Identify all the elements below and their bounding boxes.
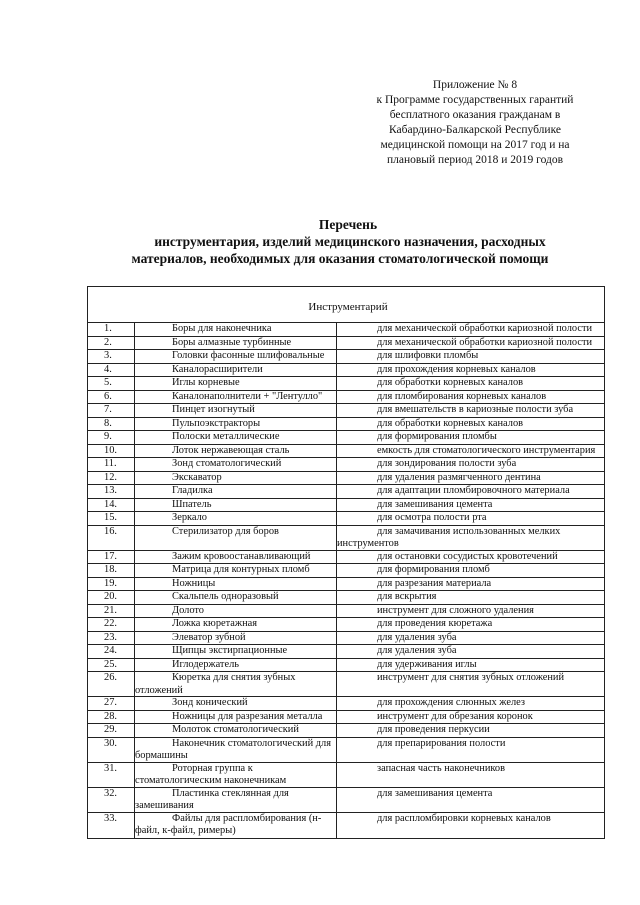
table-row <box>88 404 604 418</box>
table-row <box>88 672 604 697</box>
row-instrument-name-text: Зажим кровоостанавливающий <box>172 550 311 562</box>
row-number: 1. <box>88 323 135 336</box>
row-instrument-name-text: Лоток нержавеющая сталь <box>172 444 290 456</box>
row-number: 16. <box>88 526 135 550</box>
row-instrument-name-text: Зеркало <box>172 512 207 523</box>
row-purpose: для обработки корневых каналов <box>377 417 524 429</box>
appendix-line: медицинской помощи на 2017 год и на <box>380 139 570 151</box>
row-instrument-name <box>135 659 337 672</box>
row-instrument-name <box>135 485 337 498</box>
row-instrument-name <box>135 350 337 363</box>
row-purpose: для шлифовки пломбы <box>377 350 479 361</box>
table-row <box>88 659 604 673</box>
row-instrument-name-text: Иглы корневые <box>172 377 240 388</box>
row-number: 23. <box>88 632 135 645</box>
row-number: 18. <box>88 564 135 577</box>
table-row <box>88 591 604 605</box>
row-instrument-name-text: Полоски металлические <box>172 431 280 442</box>
row-instrument-name-text: Матрица для контурных пломб <box>172 564 310 575</box>
row-instrument-name-text: Гладилка <box>172 485 213 496</box>
row-instrument-name <box>135 645 337 658</box>
table-row <box>88 738 604 763</box>
row-purpose: для замачивания использованных мелких инструментов <box>337 525 561 549</box>
row-purpose: для формирования пломб <box>377 564 490 575</box>
row-number: 17. <box>88 551 135 564</box>
table-row <box>88 724 604 738</box>
row-number: 3. <box>88 350 135 363</box>
row-instrument-name: Пластинка стеклянная для замешивания <box>135 788 337 812</box>
row-purpose: для разрезания материала <box>377 577 492 589</box>
row-number: 26. <box>88 672 135 696</box>
row-instrument-name-text: Пульпоэкстракторы <box>172 417 261 429</box>
row-instrument-name <box>135 564 337 577</box>
table-row <box>88 632 604 646</box>
table-row <box>88 391 604 405</box>
row-instrument-name-text: Щипцы экстирпационные <box>172 645 288 656</box>
row-number: 29. <box>88 724 135 737</box>
table-row <box>88 564 604 578</box>
row-number: 7. <box>88 404 135 417</box>
table-row <box>88 364 604 378</box>
table-row <box>88 526 604 551</box>
table-section-header: Инструментарий <box>88 287 604 323</box>
row-instrument-name <box>135 499 337 512</box>
appendix-line: плановый период 2018 и 2019 годов <box>386 154 564 166</box>
row-instrument-name <box>135 458 337 471</box>
row-purpose: для осмотра полости рта <box>377 512 487 523</box>
table-row <box>88 578 604 592</box>
row-instrument-name <box>135 377 337 390</box>
table-row <box>88 605 604 619</box>
row-purpose: для распломбировки корневых каналов <box>377 812 551 824</box>
row-number: 20. <box>88 591 135 604</box>
row-number: 10. <box>88 445 135 458</box>
row-number: 25. <box>88 659 135 672</box>
row-number: 4. <box>88 364 135 377</box>
row-number: 28. <box>88 711 135 724</box>
row-number: 12. <box>88 472 135 485</box>
row-instrument-name-text: Стерилизатор для боров <box>172 525 279 537</box>
row-instrument-name <box>135 591 337 604</box>
row-instrument-name <box>135 578 337 591</box>
document-title <box>40 216 640 267</box>
table-row <box>88 458 604 472</box>
row-instrument-name <box>135 391 337 404</box>
row-purpose: для вмешательств в кариозные полости зуба <box>377 404 574 415</box>
row-purpose: инструмент для сложного удаления <box>377 604 534 616</box>
table-row <box>88 763 604 788</box>
row-purpose: для прохождения слюнных желез <box>377 697 525 708</box>
appendix-note <box>340 78 610 168</box>
table-row <box>88 512 604 526</box>
row-instrument-name <box>135 711 337 724</box>
row-number: 24. <box>88 645 135 658</box>
row-instrument-name <box>135 551 337 564</box>
row-number: 31. <box>88 763 135 787</box>
row-instrument-name <box>135 431 337 444</box>
table-row <box>88 645 604 659</box>
row-number: 13. <box>88 485 135 498</box>
row-instrument-name <box>135 404 337 417</box>
row-number: 15. <box>88 512 135 525</box>
row-number: 5. <box>88 377 135 390</box>
row-instrument-name-text: Ножницы для разрезания металла <box>172 710 323 722</box>
row-number: 8. <box>88 418 135 431</box>
row-instrument-name-text: Иглодержатель <box>172 658 240 670</box>
row-number: 6. <box>88 391 135 404</box>
row-instrument-name-text: Ножницы <box>172 577 216 589</box>
row-number: 14. <box>88 499 135 512</box>
row-instrument-name-text: Каналорасширители <box>172 363 263 375</box>
row-instrument-name-text: Головки фасонные шлифовальные <box>172 350 325 361</box>
row-instrument-name <box>135 512 337 525</box>
instruments-table <box>87 286 605 839</box>
table-row <box>88 551 604 565</box>
row-purpose: для прохождения корневых каналов <box>377 363 536 375</box>
row-purpose: для обработки корневых каналов <box>377 377 524 388</box>
appendix-line: к Программе государственных гарантий <box>376 94 574 106</box>
table-row <box>88 485 604 499</box>
table-row <box>88 813 604 838</box>
row-instrument-name-text: Ложка кюретажная <box>172 618 258 629</box>
table-row <box>88 711 604 725</box>
row-purpose: для удаления размягченного дентина <box>377 471 541 483</box>
row-purpose: инструмент для обрезания коронок <box>377 710 533 722</box>
row-purpose: для удерживания иглы <box>377 658 477 670</box>
row-instrument-name-text: Молоток стоматологический <box>172 724 299 735</box>
row-instrument-name <box>135 632 337 645</box>
row-purpose: для проведения кюретажа <box>377 618 493 629</box>
table-row <box>88 323 604 337</box>
row-instrument-name <box>135 605 337 618</box>
row-number: 30. <box>88 738 135 762</box>
row-instrument-name <box>135 472 337 485</box>
table-row <box>88 377 604 391</box>
row-purpose: для удаления зуба <box>377 631 457 643</box>
table-row <box>88 472 604 486</box>
table-row <box>88 431 604 445</box>
row-number: 22. <box>88 618 135 631</box>
row-instrument-name: Кюретка для снятия зубных отложений <box>135 672 337 696</box>
row-instrument-name: Файлы для распломбирования (н-файл, к-файл, римеры) <box>135 813 337 838</box>
row-purpose: для пломбирования корневых каналов <box>377 390 547 402</box>
row-purpose: для замешивания цемента <box>377 787 493 799</box>
row-instrument-name <box>135 724 337 737</box>
appendix-line: Приложение № 8 <box>432 79 518 91</box>
row-number: 11. <box>88 458 135 471</box>
row-number: 2. <box>88 337 135 350</box>
table-row <box>88 618 604 632</box>
row-instrument-name-text: Зонд конический <box>172 697 248 708</box>
row-purpose: для формирования пломбы <box>377 431 497 442</box>
row-instrument-name: Роторная группа к стоматологическим наконечникам <box>135 763 337 787</box>
row-instrument-name-text: Боры для наконечника <box>172 323 272 334</box>
row-purpose: для остановки сосудистых кровотечений <box>377 550 558 562</box>
row-instrument-name <box>135 697 337 710</box>
table-row <box>88 337 604 351</box>
row-instrument-name <box>135 526 337 550</box>
row-purpose: для препарирования полости <box>377 737 506 749</box>
row-number: 33. <box>88 813 135 838</box>
row-number: 27. <box>88 697 135 710</box>
row-purpose: для проведения перкусии <box>377 724 490 735</box>
row-purpose: для зондирования полости зуба <box>377 458 517 469</box>
table-row <box>88 445 604 459</box>
row-number: 32. <box>88 788 135 812</box>
row-instrument-name-text: Зонд стоматологический <box>172 458 282 469</box>
row-number: 9. <box>88 431 135 444</box>
row-purpose: емкость для стоматологического инструментария <box>377 444 596 456</box>
table-row <box>88 418 604 432</box>
row-instrument-name <box>135 618 337 631</box>
row-purpose: для замешивания цемента <box>377 498 493 510</box>
title-line: инструментария, изделий медицинского назначения, расходных <box>154 234 546 249</box>
table-row <box>88 499 604 513</box>
row-instrument-name-text: Шпатель <box>172 498 212 510</box>
row-purpose: для удаления зуба <box>377 645 457 656</box>
row-purpose: для адаптации пломбировочного материала <box>377 485 570 496</box>
appendix-line: Кабардино-Балкарской Республике <box>389 124 561 136</box>
row-number: 21. <box>88 605 135 618</box>
row-instrument-name-text: Экскаватор <box>172 471 222 483</box>
table-row <box>88 697 604 711</box>
row-instrument-name-text: Каналонаполнители + "Лентулло" <box>172 390 323 402</box>
table-body <box>88 323 604 838</box>
row-purpose: запасная часть наконечников <box>377 762 506 774</box>
row-instrument-name-text: Долото <box>172 604 204 616</box>
row-purpose: для вскрытия <box>377 591 437 602</box>
title-line: материалов, необходимых для оказания стоматологической помощи <box>131 251 549 266</box>
row-instrument-name-text: Боры алмазные турбинные <box>172 336 292 348</box>
row-instrument-name: Наконечник стоматологический для бормашины <box>135 738 337 762</box>
row-instrument-name-text: Элеватор зубной <box>172 631 246 643</box>
row-instrument-name <box>135 337 337 350</box>
row-instrument-name <box>135 364 337 377</box>
table-row <box>88 788 604 813</box>
row-number: 19. <box>88 578 135 591</box>
table-row <box>88 350 604 364</box>
title-line: Перечень <box>318 217 378 232</box>
appendix-line: бесплатного оказания гражданам в <box>389 109 561 121</box>
row-instrument-name <box>135 323 337 336</box>
row-instrument-name-text: Пинцет изогнутый <box>172 404 255 415</box>
row-purpose: инструмент для снятия зубных отложений <box>377 672 565 683</box>
row-purpose: для механической обработки кариозной полости <box>377 336 593 348</box>
row-purpose: для механической обработки кариозной полости <box>377 323 593 334</box>
row-instrument-name <box>135 418 337 431</box>
row-instrument-name-text: Скальпель одноразовый <box>172 591 279 602</box>
row-instrument-name <box>135 445 337 458</box>
